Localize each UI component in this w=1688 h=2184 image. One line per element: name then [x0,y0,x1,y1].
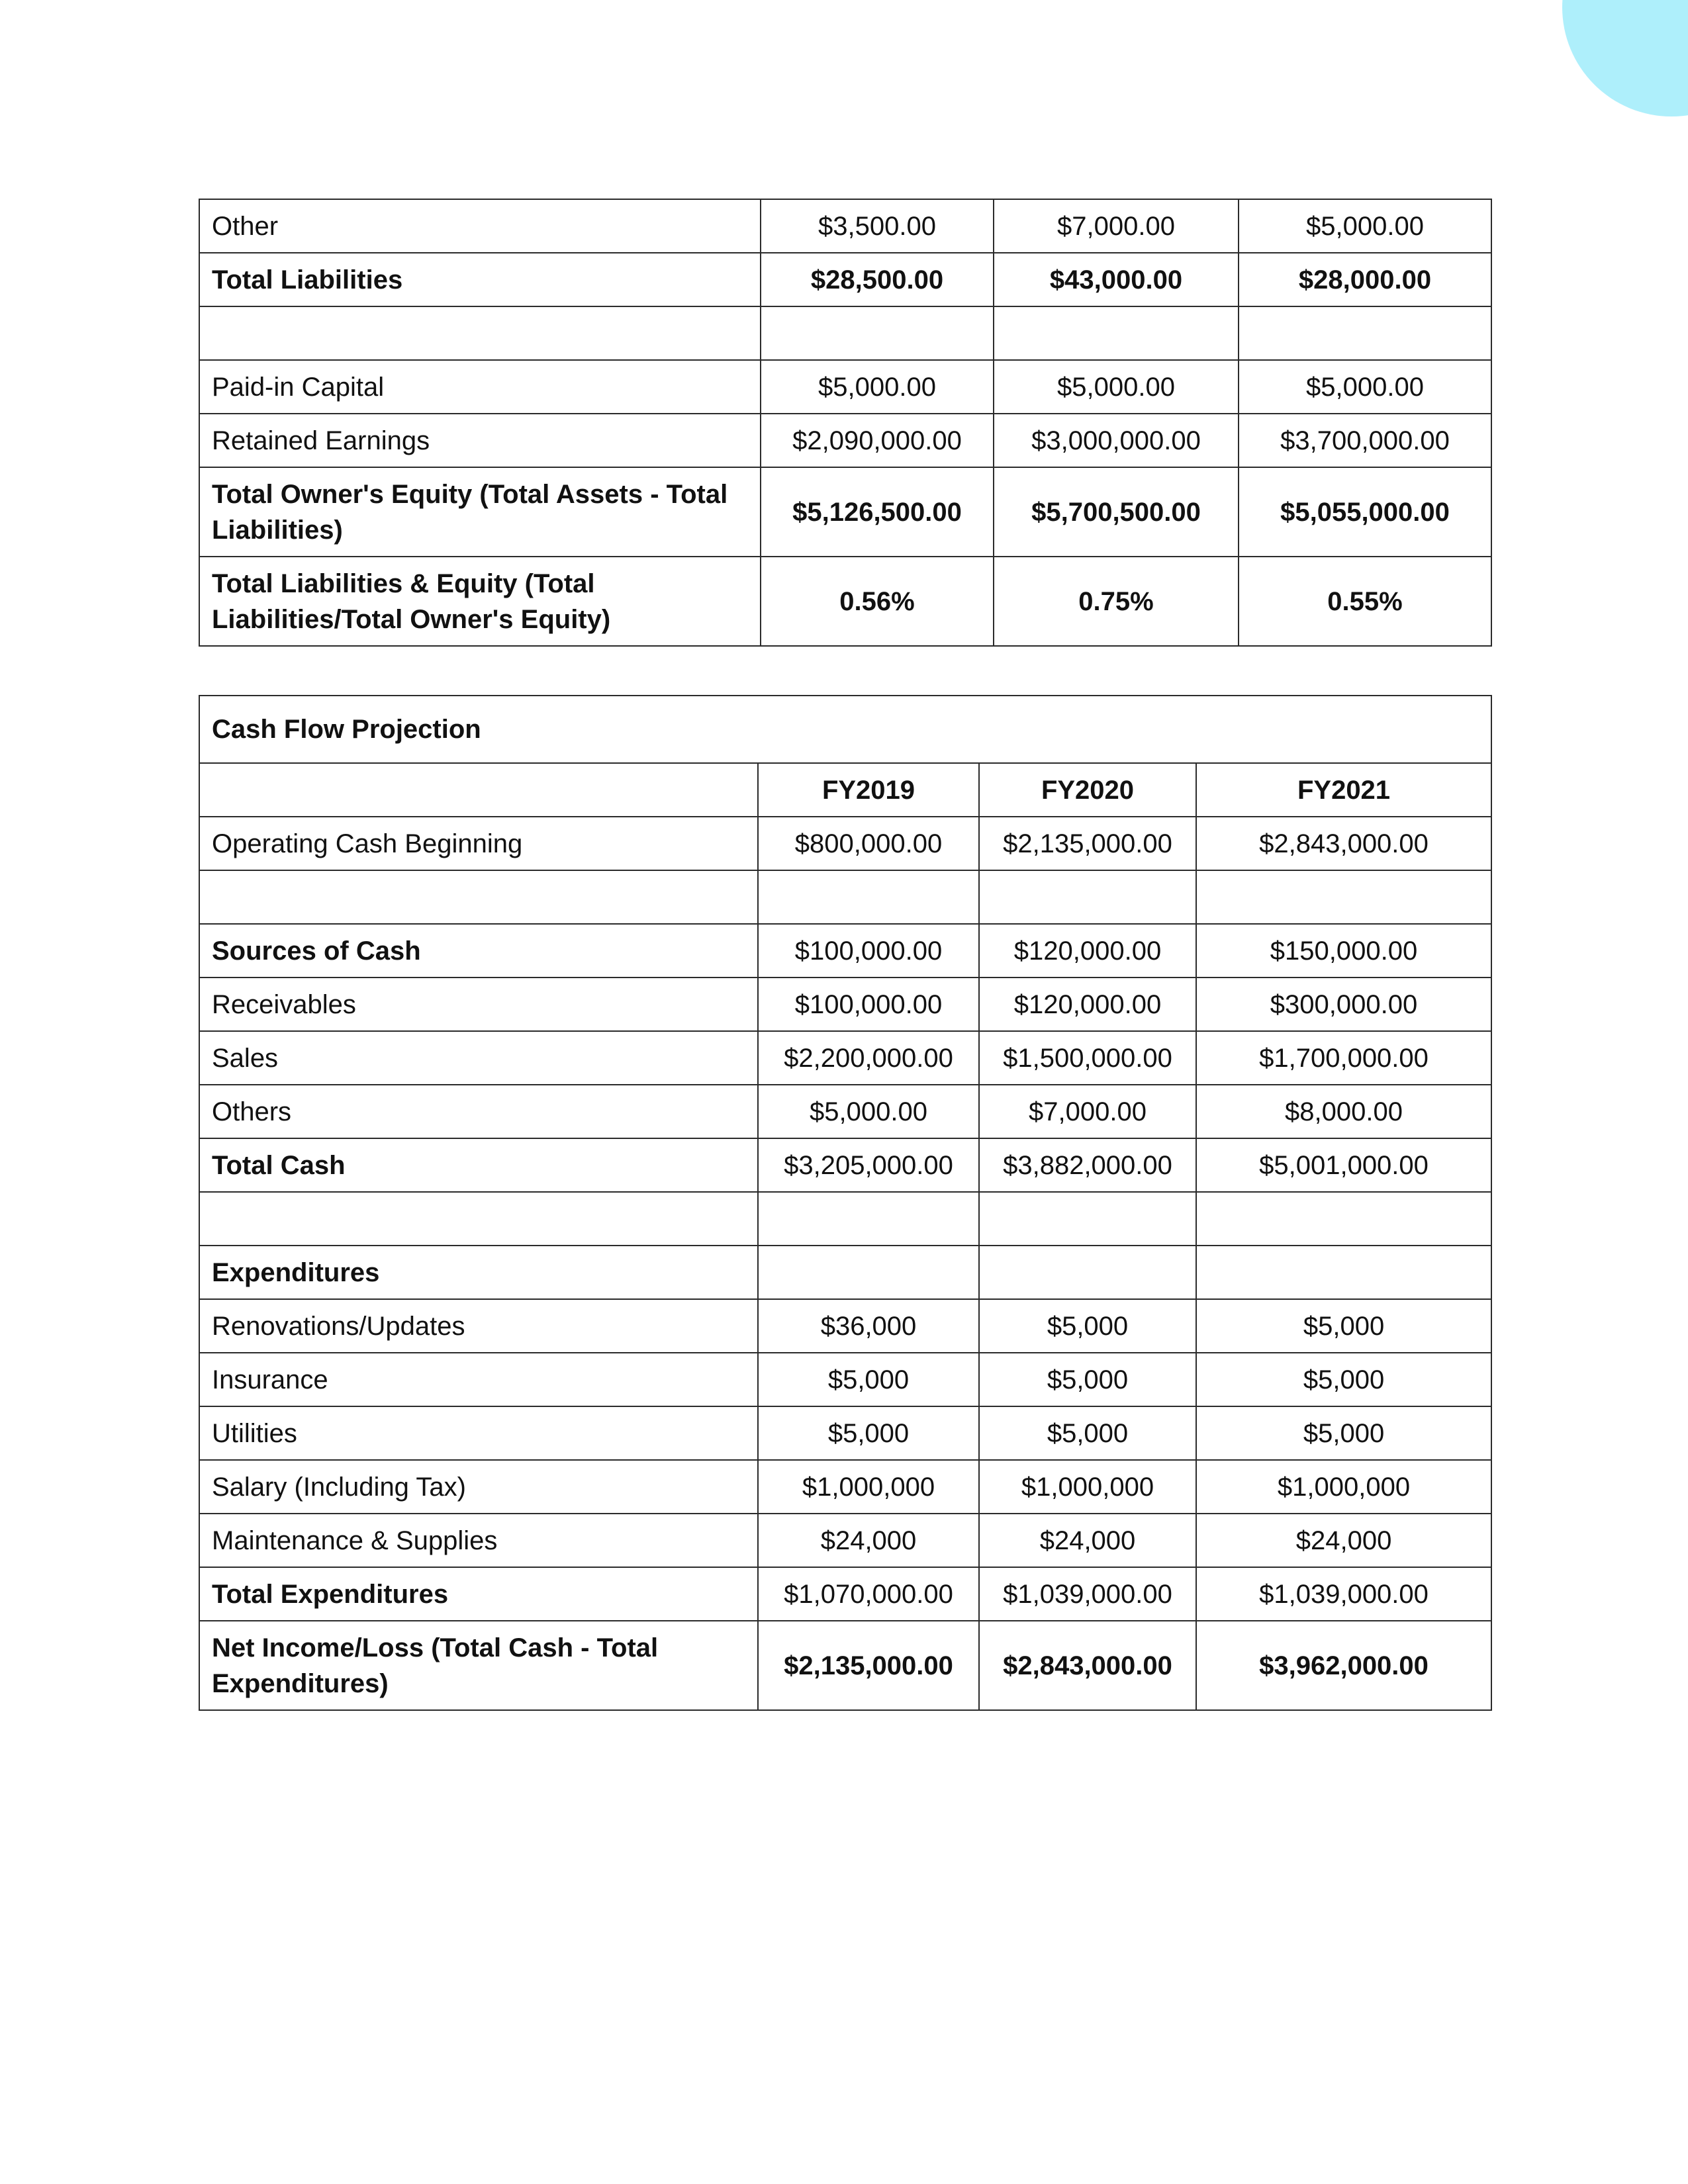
value-fy2: $5,000.00 [994,360,1239,414]
value-fy2020: $1,000,000 [979,1460,1196,1514]
value-fy2019: $5,000 [758,1406,979,1460]
value-fy3: $5,055,000.00 [1239,467,1491,557]
table-row [199,1460,1491,1514]
value-fy2021: $24,000 [1196,1514,1491,1567]
value-fy1: 0.56% [761,557,994,646]
value-fy2021: $5,001,000.00 [1196,1138,1491,1192]
value-fy2020: $3,882,000.00 [979,1138,1196,1192]
table-row [199,1621,1491,1710]
decorative-corner-circle [1562,0,1688,116]
value-fy1: $5,126,500.00 [761,467,994,557]
table-row [199,467,1491,557]
value-fy2019: $1,070,000.00 [758,1567,979,1621]
value-fy1: $2,090,000.00 [761,414,994,467]
value-fy3: 0.55% [1239,557,1491,646]
cash-flow-table [199,695,1492,1711]
value-fy2020: $120,000.00 [979,924,1196,978]
value-fy2019: $5,000.00 [758,1085,979,1138]
header-fy2021: FY2021 [1196,763,1491,817]
value-fy2021: $5,000 [1196,1299,1491,1353]
row-label: Insurance [199,1353,758,1406]
value-fy3: $28,000.00 [1239,253,1491,306]
table-row [199,817,1491,870]
value-fy2021: $2,843,000.00 [1196,817,1491,870]
table-row [199,557,1491,646]
row-label: Retained Earnings [199,414,761,467]
header-fy2020: FY2020 [979,763,1196,817]
value-fy2021: $150,000.00 [1196,924,1491,978]
table-row [199,924,1491,978]
value-fy1: $3,500.00 [761,199,994,253]
value-fy2019: $1,000,000 [758,1460,979,1514]
value-fy2020 [979,1192,1196,1246]
value-fy2020: $1,039,000.00 [979,1567,1196,1621]
table-row [199,253,1491,306]
value-fy2021: $1,039,000.00 [1196,1567,1491,1621]
table-row [199,978,1491,1031]
value-fy1: $5,000.00 [761,360,994,414]
row-label: Other [199,199,761,253]
row-label: Sales [199,1031,758,1085]
value-fy3: $5,000.00 [1239,360,1491,414]
row-label: Others [199,1085,758,1138]
row-label: Renovations/Updates [199,1299,758,1353]
table-row [199,1353,1491,1406]
value-fy2019: $100,000.00 [758,978,979,1031]
value-fy2019: $3,205,000.00 [758,1138,979,1192]
value-fy2020: $5,000 [979,1299,1196,1353]
value-fy2021: $5,000 [1196,1353,1491,1406]
value-fy3: $5,000.00 [1239,199,1491,253]
row-label: Total Liabilities & Equity (Total Liabilities/Total Owner's Equity) [199,557,761,646]
value-fy2019 [758,1246,979,1299]
row-label: Net Income/Loss (Total Cash - Total Expenditures) [199,1621,758,1710]
value-fy2021 [1196,1192,1491,1246]
row-label: Utilities [199,1406,758,1460]
value-fy2020: $7,000.00 [979,1085,1196,1138]
row-label: Receivables [199,978,758,1031]
value-fy2019: $800,000.00 [758,817,979,870]
row-label: Operating Cash Beginning [199,817,758,870]
row-label: Total Cash [199,1138,758,1192]
table-row [199,1299,1491,1353]
row-label: Total Owner's Equity (Total Assets - Total Liabilities) [199,467,761,557]
value-fy2019: $2,135,000.00 [758,1621,979,1710]
value-fy3 [1239,306,1491,360]
value-fy2: $5,700,500.00 [994,467,1239,557]
table-row [199,1031,1491,1085]
value-fy2020: $5,000 [979,1406,1196,1460]
table-row [199,199,1491,253]
value-fy2021: $300,000.00 [1196,978,1491,1031]
value-fy2: 0.75% [994,557,1239,646]
table-row [199,306,1491,360]
value-fy1 [761,306,994,360]
value-fy2: $43,000.00 [994,253,1239,306]
table-row [199,1567,1491,1621]
value-fy2021: $1,700,000.00 [1196,1031,1491,1085]
row-label: Total Expenditures [199,1567,758,1621]
table-row [199,1514,1491,1567]
header-fy2019: FY2019 [758,763,979,817]
value-fy2020: $120,000.00 [979,978,1196,1031]
value-fy2021 [1196,870,1491,924]
value-fy2021: $5,000 [1196,1406,1491,1460]
row-label: Paid-in Capital [199,360,761,414]
table-row [199,1406,1491,1460]
value-fy2: $3,000,000.00 [994,414,1239,467]
row-label: Sources of Cash [199,924,758,978]
table-title: Cash Flow Projection [199,696,1491,763]
value-fy2020: $2,135,000.00 [979,817,1196,870]
row-label [199,306,761,360]
value-fy2 [994,306,1239,360]
balance-sheet-table [199,199,1492,647]
value-fy2020 [979,1246,1196,1299]
value-fy2020: $1,500,000.00 [979,1031,1196,1085]
table-title-row [199,696,1491,763]
value-fy2021 [1196,1246,1491,1299]
value-fy2020: $2,843,000.00 [979,1621,1196,1710]
value-fy2019: $5,000 [758,1353,979,1406]
row-label: Total Liabilities [199,253,761,306]
value-fy2: $7,000.00 [994,199,1239,253]
value-fy2019: $100,000.00 [758,924,979,978]
table-row [199,360,1491,414]
value-fy2019: $24,000 [758,1514,979,1567]
value-fy2021: $3,962,000.00 [1196,1621,1491,1710]
value-fy2020: $24,000 [979,1514,1196,1567]
row-label: Expenditures [199,1246,758,1299]
value-fy2019: $2,200,000.00 [758,1031,979,1085]
value-fy2020: $5,000 [979,1353,1196,1406]
row-label: Salary (Including Tax) [199,1460,758,1514]
value-fy2019 [758,1192,979,1246]
table-row [199,1246,1491,1299]
row-label [199,870,758,924]
value-fy3: $3,700,000.00 [1239,414,1491,467]
value-fy1: $28,500.00 [761,253,994,306]
table-row [199,1085,1491,1138]
table-row [199,1192,1491,1246]
value-fy2019 [758,870,979,924]
table-row [199,414,1491,467]
table-row [199,870,1491,924]
value-fy2021: $1,000,000 [1196,1460,1491,1514]
header-blank [199,763,758,817]
value-fy2019: $36,000 [758,1299,979,1353]
row-label: Maintenance & Supplies [199,1514,758,1567]
table-row [199,1138,1491,1192]
value-fy2021: $8,000.00 [1196,1085,1491,1138]
table-header-row [199,763,1491,817]
row-label [199,1192,758,1246]
value-fy2020 [979,870,1196,924]
